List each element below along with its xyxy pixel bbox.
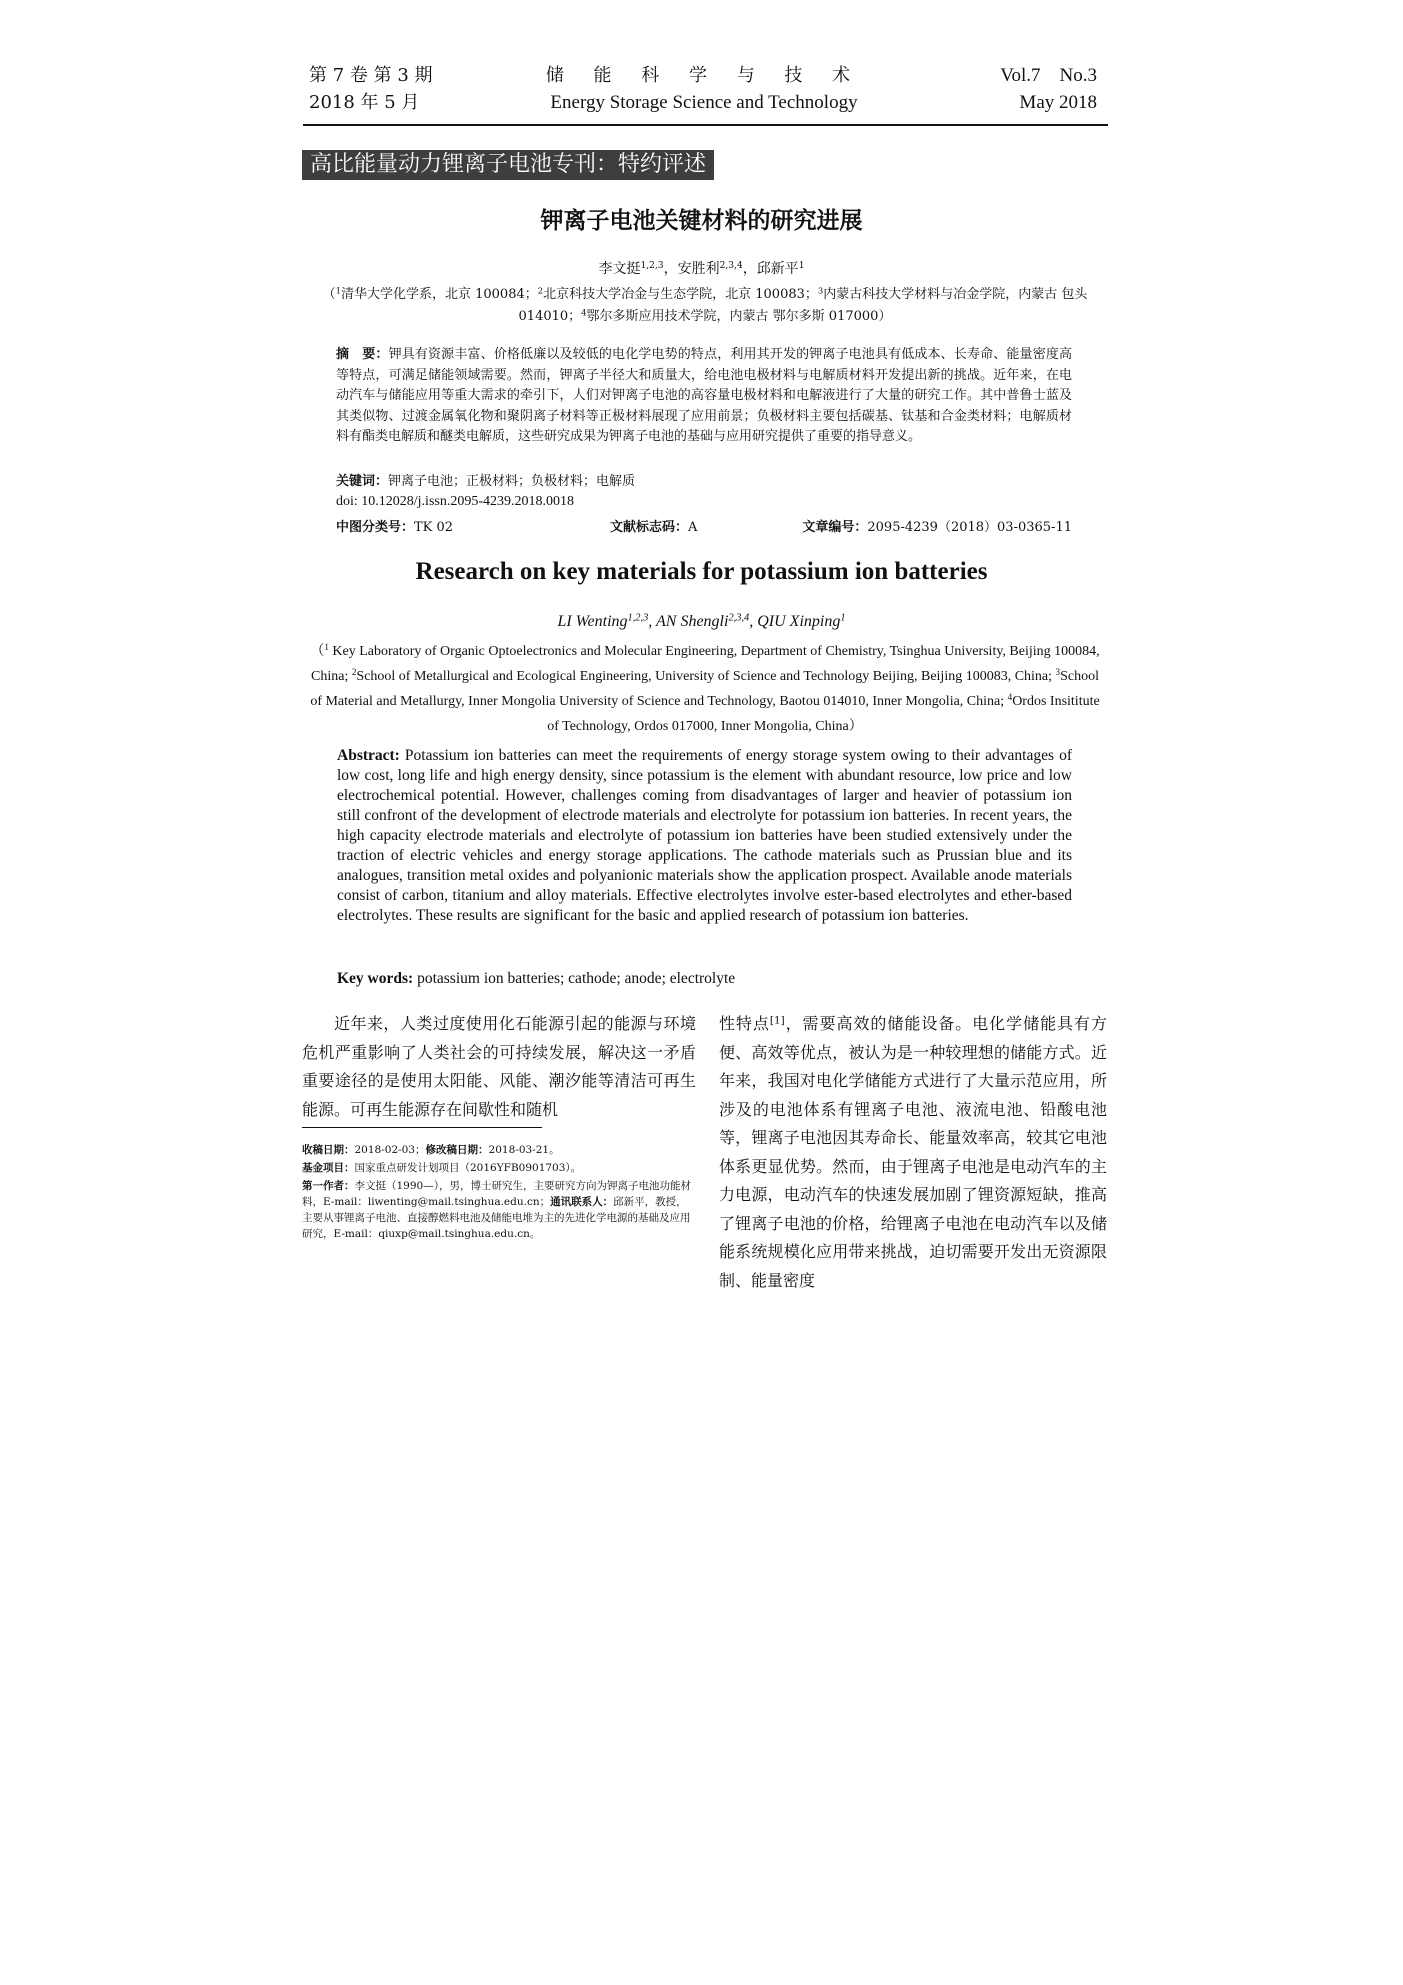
affil-en-sup-1: 1 <box>324 642 329 652</box>
header-center <box>303 62 1105 116</box>
author-1-en-sup: 1,2,3 <box>627 612 649 624</box>
affil-en-4: Ordos Insititute of Technology, Ordos 017000, Inner Mongolia, China） <box>547 694 1100 734</box>
article-no-value: 2095-4239（2018）03-0365-11 <box>867 520 1072 535</box>
keywords-cn-label: 关键词： <box>336 474 389 489</box>
contact-text: 邱新平，教授，主要从事锂离子电池、直接醇燃料电池及储能电堆为主的先进化学电源的基础及应用研究，E-mail：qiuxp@mail.tsinghua.edu.cn。 <box>302 1196 691 1240</box>
doc-code-value: A <box>688 520 698 535</box>
footnote-dates <box>302 1142 697 1158</box>
keywords-cn-text: 钾离子电池；正极材料；负极材料；电解质 <box>388 474 636 489</box>
volume-en: Vol.7 No.3 <box>1000 65 1097 86</box>
running-header <box>303 62 1105 124</box>
revised-label: 修改稿日期： <box>425 1144 489 1156</box>
keywords-en-text: potassium ion batteries; cathode; anode; electrolyte <box>413 970 736 987</box>
journal-name-en: Energy Storage Science and Technology <box>550 92 858 113</box>
title-cn: 钾离子电池关键材料的研究进展 <box>540 208 863 234</box>
footnote-rule <box>302 1127 542 1128</box>
article-number <box>802 516 1072 535</box>
author-2-en-sup: 2,3,4 <box>728 612 750 624</box>
doc-code <box>610 516 697 535</box>
footnote-fund <box>302 1160 697 1176</box>
affiliations-en <box>305 639 1105 739</box>
author-2-cn-sup: 2,3,4 <box>719 261 743 271</box>
fund-label: 基金项目： <box>302 1162 355 1174</box>
abstract-en-text: Potassium ion batteries can meet the requirements of energy storage system owing to their advantages of low cost, long life and high energy density, since potassium is the element with abundant resource, low price and low electrochemical potential. However, challenges coming from disadvantages of larger and heavier of potassium ion still confront of the development of electrode materials and electrolyte for potassium ion batteries. In recent years, the high capacity electrode materials and electrolyte of potassium ion batteries have been studied extensively under the traction of electric vehicles and energy storage applications. The cathode materials such as Prussian blue and its analogues, transition metal oxides and polyanionic materials show the application prospect. Available anode materials consist of carbon, titanium and alloy materials. Effective electrolytes involve ester-based electrolytes and ether-based electrolytes. These results are significant for the basic and applied research of potassium ion batteries. <box>337 747 1072 924</box>
affil-en-sup-2: 2 <box>351 667 357 677</box>
journal-name-cn: 储 能 科 学 与 技 术 <box>545 65 863 86</box>
affil-cn-3: 内蒙古科技大学材料与冶金学院，内蒙古 包头 014010； <box>518 287 1088 324</box>
affiliations-cn <box>300 284 1110 328</box>
affil-cn-sup-1: 1 <box>335 285 341 296</box>
received-date: 2018-02-03； <box>354 1144 426 1156</box>
body-right-start: 性特点 <box>719 1014 770 1033</box>
author-3-en-sup: 1 <box>840 612 846 624</box>
doc-code-label: 文献标志码： <box>610 520 689 535</box>
keywords-en <box>337 970 735 988</box>
affil-cn-4: 鄂尔多斯应用技术学院，内蒙古 鄂尔多斯 017000） <box>586 309 892 324</box>
header-right <box>1000 62 1097 116</box>
first-author-text: 李文挺（1990—），男，博士研究生，主要研究方向为钾离子电池功能材料，E-mail：liwenting@mail.tsinghua.edu.cn； <box>302 1180 691 1208</box>
author-3-cn-sup: 1 <box>798 261 805 271</box>
fund-text: 国家重点研发计划项目（2016YFB0901703）。 <box>354 1162 582 1174</box>
footnote-author <box>302 1178 697 1242</box>
affil-en-2: School of Metallurgical and Ecological Engineering, University of Science and Technology Beijing, Beijing 100083, China; <box>356 669 1056 684</box>
abstract-en-label: Abstract: <box>337 747 400 764</box>
footnotes <box>302 1142 697 1244</box>
clc-label: 中图分类号： <box>336 520 415 535</box>
abstract-en <box>337 746 1072 926</box>
date-cn: 2018 年 5 月 <box>309 92 420 113</box>
author-3-cn: ，邱新平 <box>742 261 799 277</box>
author-2-cn: ，安胜利 <box>663 261 720 277</box>
contact-label: 通讯联系人： <box>550 1196 614 1208</box>
abstract-cn <box>336 345 1072 448</box>
clc-number <box>336 516 453 535</box>
doi: doi: 10.12028/j.issn.2095-4239.2018.0018 <box>336 494 575 509</box>
author-3-en: , QIU Xinping <box>749 613 841 630</box>
author-1-cn-sup: 1,2,3 <box>640 261 664 271</box>
affil-en-sup-3: 3 <box>1055 667 1061 677</box>
author-1-en: LI Wenting <box>557 613 628 630</box>
affil-en-open: （ <box>310 644 325 659</box>
special-issue-banner: 高比能量动力锂离子电池专刊：特约评述 <box>302 150 714 180</box>
abstract-cn-text: 钾具有资源丰富、价格低廉以及较低的电化学电势的特点，利用其开发的钾离子电池具有低成本、长寿命、能量密度高等特点，可满足储能领域需要。然而，钾离子半径大和质量大，给电池电极材料与电解质材料开发提出新的挑战。近年来，在电动汽车与储能应用等重大需求的牵引下，人们对钾离子电池的高容量电极材料和电解液进行了大量的研究工作。其中普鲁士蓝及其类似物、过渡金属氧化物和聚阴离子材料等正极材料展现了应用前景；负极材料主要包括碳基、钛基和合金类材料；电解质材料有酯类电解质和醚类电解质，这些研究成果为钾离子电池的基础与应用研究提供了重要的指导意义。 <box>336 347 1072 444</box>
body-column-right <box>719 1010 1107 1295</box>
article-no-label: 文章编号： <box>802 520 868 535</box>
affil-en-1: Key Laboratory of Organic Optoelectronics and Molecular Engineering, Department of Chemistry, Tsinghua University, Beijing 100084, China; <box>311 644 1100 684</box>
title-en: Research on key materials for potassium ion batteries <box>415 558 988 585</box>
body-right-rest: ，需要高效的储能设备。电化学储能具有方便、高效等优点，被认为是一种较理想的储能方式。近年来，我国对电化学储能方式进行了大量示范应用，所涉及的电池体系有锂离子电池、液流电池、铅酸电池等，锂离子电池因其寿命长、能量效率高，较其它电池体系更显优势。然而，由于锂离子电池是电动汽车的主力电源，电动汽车的快速发展加剧了锂资源短缺，推高了锂离子电池的价格，给锂离子电池在电动汽车以及储能系统规模化应用带来挑战，迫切需要开发出无资源限制、能量密度 <box>719 1014 1107 1290</box>
affil-cn-2: 北京科技大学冶金与生态学院，北京 100083； <box>543 287 818 302</box>
keywords-en-label: Key words: <box>337 970 414 987</box>
affil-en-3: School of Material and Metallurgy, Inner Mongolia University of Science and Technology, Baotou 014010, Inner Mongolia, China; <box>310 669 1099 709</box>
affil-cn-sup-2: 2 <box>537 285 544 296</box>
authors-cn <box>0 258 1403 278</box>
author-1-cn: 李文挺 <box>598 261 641 277</box>
keywords-cn <box>336 470 635 489</box>
affil-cn-1: 清华大学化学系，北京 100084； <box>340 287 538 302</box>
affil-cn-open: （ <box>322 287 336 302</box>
authors-en <box>0 613 1403 631</box>
received-label: 收稿日期： <box>302 1144 355 1156</box>
header-rule <box>303 124 1108 126</box>
affil-cn-sup-3: 3 <box>817 285 824 296</box>
date-en: May 2018 <box>1019 92 1097 113</box>
affil-en-sup-4: 4 <box>1007 692 1013 702</box>
citation-ref: [1] <box>769 1014 785 1027</box>
author-2-en: , AN Shengli <box>648 613 729 630</box>
first-author-label: 第一作者： <box>302 1180 355 1192</box>
abstract-cn-label: 摘 要： <box>336 347 389 362</box>
volume-cn: 第 7 卷 第 3 期 <box>309 65 433 86</box>
body-column-left: 近年来，人类过度使用化石能源引起的能源与环境危机严重影响了人类社会的可持续发展，解决这一矛盾重要途径的是使用太阳能、风能、潮汐能等清洁可再生能源。可再生能源存在间歇性和随机 <box>302 1014 696 1119</box>
clc-value: TK 02 <box>414 520 454 535</box>
revised-date: 2018-03-21。 <box>488 1144 560 1156</box>
affil-cn-sup-4: 4 <box>581 307 587 318</box>
